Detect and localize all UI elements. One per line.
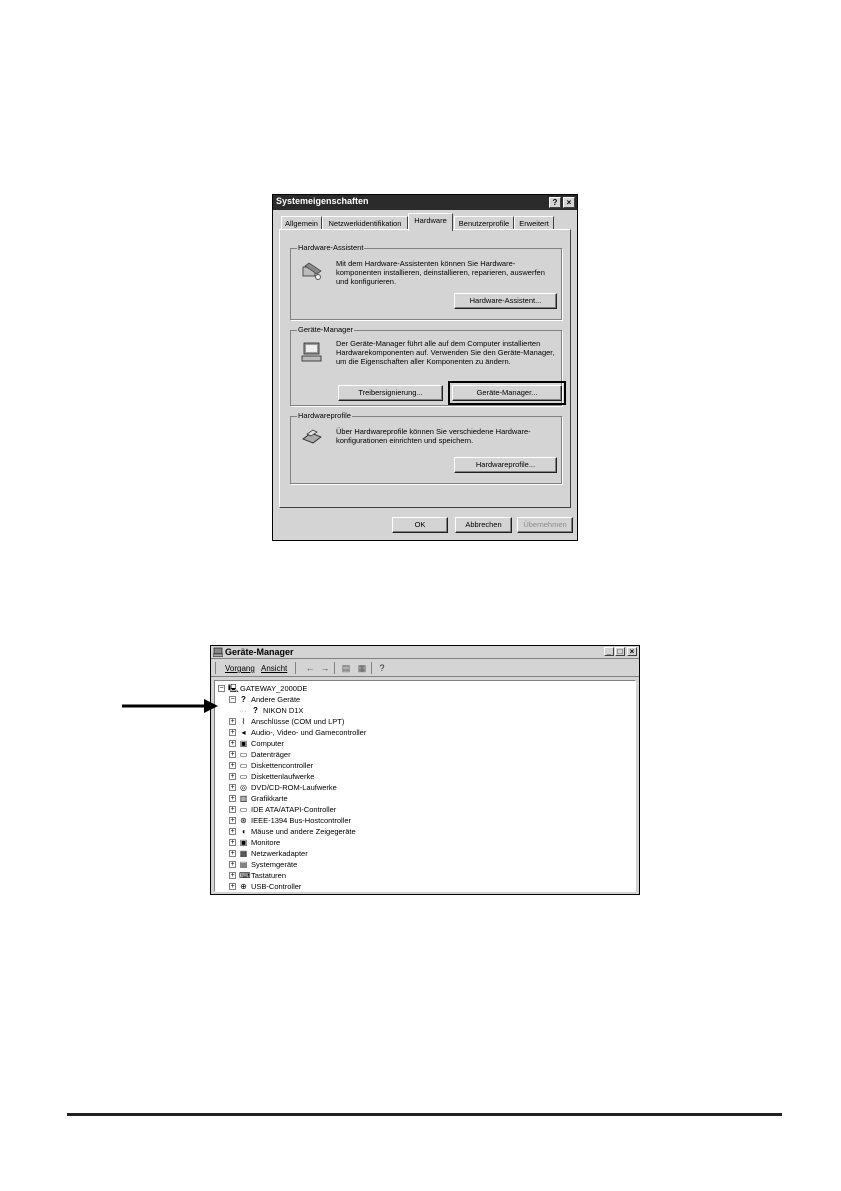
expand-icon[interactable]: +	[230, 828, 235, 835]
system-device-icon: ▤	[239, 860, 248, 869]
tab-benutzerprofile[interactable]: Benutzerprofile	[454, 216, 514, 230]
ide-controller-icon: ▭	[239, 805, 248, 814]
toolbar-grip	[215, 662, 216, 674]
keyboard-icon: ⌨	[239, 871, 251, 880]
close-button[interactable]: ×	[627, 647, 637, 656]
speaker-icon: ◂	[241, 728, 246, 737]
tree-item-label: Audio-, Video- und Gamecontroller	[251, 728, 367, 737]
expand-icon[interactable]: +	[230, 751, 235, 758]
expand-icon[interactable]: +	[230, 795, 235, 802]
device-manager-description: Der Geräte-Manager führt alle auf dem Computer installierten Hardwarekomponenten auf. Verwenden Sie den Geräte-Manager, um die Eigenschaften aller Komponenten zu ändern.	[336, 339, 555, 366]
hardware-profiles-button[interactable]: Hardwareprofile...	[454, 457, 557, 473]
port-icon: ⌇	[241, 717, 246, 726]
tree-item-label: Andere Geräte	[251, 695, 301, 704]
ok-button[interactable]: OK	[392, 517, 448, 533]
floppy-controller-icon: ▭	[239, 761, 248, 770]
tree-item-label: USB-Controller	[251, 882, 302, 891]
expand-icon[interactable]: +	[230, 861, 235, 868]
tree-item-label: Netzwerkadapter	[251, 849, 308, 858]
hardware-assistant-group	[290, 243, 562, 320]
toolbar-separator	[295, 662, 296, 674]
tree-item-label: DVD/CD-ROM-Laufwerke	[251, 783, 337, 792]
expand-icon[interactable]: +	[230, 740, 235, 747]
driver-signing-button[interactable]: Treibersignierung...	[338, 385, 443, 401]
tree-item-label: Grafikkarte	[251, 794, 288, 803]
expand-icon[interactable]: +	[230, 817, 235, 824]
tree-item-label: Monitore	[251, 838, 281, 847]
expand-icon[interactable]: +	[230, 784, 235, 791]
group-title: Hardwareprofile	[298, 411, 351, 420]
tree-item-label: Systemgeräte	[251, 860, 298, 869]
window-titlebar	[211, 646, 639, 659]
menu-ansicht[interactable]: Ansicht	[261, 664, 288, 673]
tree-item-label: Diskettenlaufwerke	[251, 772, 315, 781]
network-adapter-icon: ▦	[239, 849, 248, 858]
ieee1394-icon: ⊛	[240, 816, 247, 825]
tree-item-label: IEEE-1394 Bus-Hostcontroller	[251, 816, 352, 825]
scan-hardware-icon[interactable]: ▦	[357, 663, 367, 673]
collapse-icon[interactable]: −	[230, 696, 235, 703]
toolbar-separator	[334, 662, 335, 674]
tree-item-label: Datenträger	[251, 750, 291, 759]
computer-icon: 🖳	[228, 684, 239, 693]
apply-button[interactable]: Übernehmen	[517, 517, 573, 533]
pointer-arrow-icon	[120, 697, 220, 715]
tab-hardware[interactable]: Hardware	[408, 213, 453, 231]
expand-icon[interactable]: +	[230, 850, 235, 857]
close-button[interactable]: ×	[563, 197, 575, 208]
tab-allgemein[interactable]: Allgemein	[281, 216, 322, 230]
tree-item-label: Tastaturen	[251, 871, 287, 880]
tree-item-label: Mäuse und andere Zeigegeräte	[251, 827, 356, 836]
tree-connector: ···	[239, 706, 247, 715]
monitor-icon: ▣	[239, 838, 248, 847]
properties-icon[interactable]: ▤	[341, 663, 351, 673]
hardware-profiles-group	[290, 411, 562, 484]
forward-arrow-icon[interactable]: →	[320, 663, 330, 673]
minimize-button[interactable]: _	[604, 647, 614, 656]
expand-icon[interactable]: +	[230, 872, 235, 879]
tree-root-label: GATEWAY_2000DE	[240, 684, 308, 693]
computer-icon: ▣	[239, 739, 248, 748]
usb-icon: ⊕	[240, 882, 247, 891]
floppy-drive-icon: ▭	[239, 772, 248, 781]
expand-icon[interactable]: +	[230, 773, 235, 780]
expand-icon[interactable]: +	[230, 806, 235, 813]
tree-item-label: IDE ATA/ATAPI-Controller	[251, 805, 337, 814]
tab-netzwerkidentifikation[interactable]: Netzwerkidentifikation	[322, 216, 408, 230]
dialog-title: Systemeigenschaften	[276, 196, 369, 206]
hardware-profiles-description: Über Hardwareprofile können Sie verschiedene Hardware-konfigurationen einrichten und speichern.	[336, 427, 531, 445]
expand-icon[interactable]: +	[230, 718, 235, 725]
back-arrow-icon[interactable]: ←	[305, 663, 315, 673]
expand-icon[interactable]: +	[230, 839, 235, 846]
tab-panel-hardware	[279, 229, 571, 508]
maximize-button[interactable]: □	[615, 647, 625, 656]
tree-item-label: Diskettencontroller	[251, 761, 314, 770]
computer-icon	[301, 341, 323, 363]
device-manager-button[interactable]: Geräte-Manager...	[452, 385, 562, 401]
menu-toolbar	[211, 660, 639, 677]
tree-item-label: Computer	[251, 739, 284, 748]
group-title: Hardware-Assistent	[298, 243, 364, 252]
expand-icon[interactable]: +	[230, 883, 235, 890]
hardware-wizard-icon	[301, 261, 323, 281]
group-title: Geräte-Manager	[298, 325, 354, 334]
hardware-assistant-description: Mit dem Hardware-Assistenten können Sie Hardware-komponenten installieren, deinstallieren, reparieren, auswerfen und konfigurieren.	[336, 259, 545, 286]
disk-icon: ▭	[239, 750, 248, 759]
question-device-icon: ?	[253, 706, 258, 715]
collapse-icon[interactable]: −	[219, 685, 224, 692]
question-device-icon: ?	[241, 695, 246, 704]
device-manager-window	[210, 645, 640, 895]
toolbar-separator	[371, 662, 372, 674]
tree-item-label: NIKON D1X	[263, 706, 304, 715]
dialog-titlebar	[273, 195, 577, 210]
menu-vorgang[interactable]: Vorgang	[225, 664, 255, 673]
tree-item-label: Anschlüsse (COM und LPT)	[251, 717, 345, 726]
hardware-assistant-button[interactable]: Hardware-Assistent...	[454, 293, 557, 309]
mouse-icon: ◖	[241, 827, 246, 836]
device-manager-group	[290, 325, 562, 406]
tab-erweitert[interactable]: Erweitert	[514, 216, 554, 230]
page-footer-rule	[67, 1113, 782, 1116]
hardware-profiles-icon	[301, 427, 323, 447]
cancel-button[interactable]: Abbrechen	[455, 517, 512, 533]
device-tree	[214, 680, 636, 892]
window-title: Geräte-Manager	[225, 647, 294, 657]
display-adapter-icon: ▥	[239, 794, 248, 803]
system-properties-dialog	[272, 194, 578, 541]
device-manager-app-icon	[213, 647, 223, 657]
expand-icon[interactable]: +	[230, 762, 235, 769]
help-icon[interactable]: ?	[379, 663, 385, 673]
help-button[interactable]: ?	[549, 197, 561, 208]
cdrom-icon: ◎	[240, 783, 247, 792]
expand-icon[interactable]: +	[230, 729, 235, 736]
